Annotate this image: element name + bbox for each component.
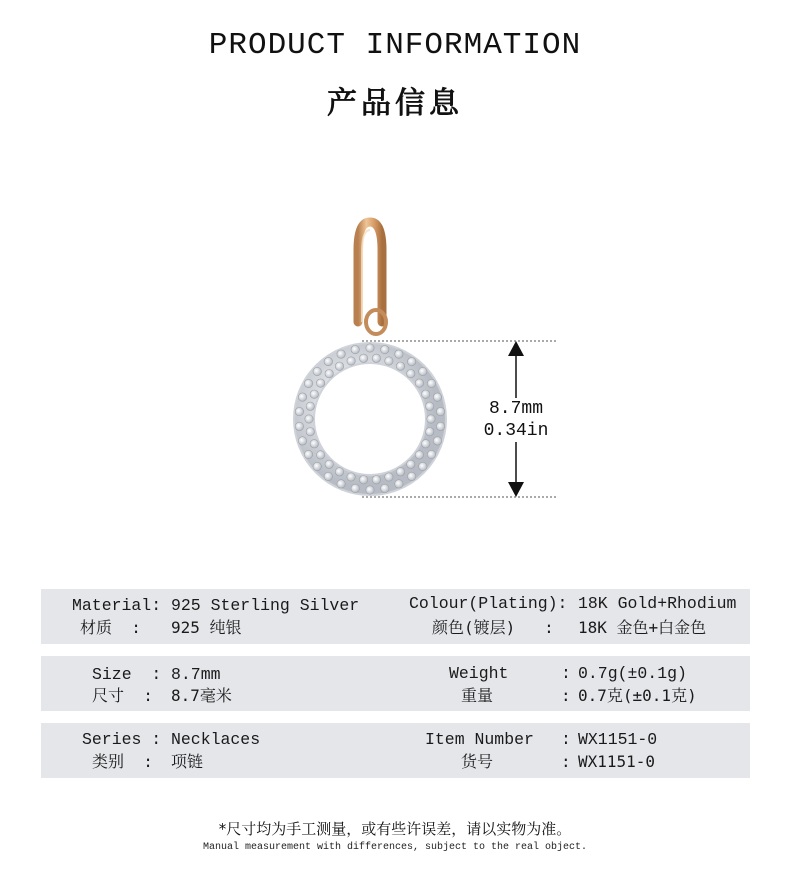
pave-stone — [335, 468, 343, 476]
series-label-cn: 类别 : — [92, 752, 153, 771]
item-number-label-cn: 货号 — [461, 752, 494, 771]
pave-stone — [415, 451, 423, 459]
pave-stone — [408, 357, 416, 365]
colour-label: Colour(Plating): — [409, 594, 568, 613]
weight-value: 0.7g(±0.1g) — [578, 664, 687, 683]
pave-stone — [433, 437, 441, 445]
pave-stone — [366, 486, 374, 494]
pave-stone — [335, 362, 343, 370]
material-value: 925 Sterling Silver — [171, 596, 360, 615]
pave-stone — [426, 402, 434, 410]
dimension-mm: 8.7mm — [476, 398, 556, 420]
pave-stone — [427, 379, 435, 387]
pave-stone — [295, 407, 303, 415]
pave-stone — [385, 473, 393, 481]
item-number-value: WX1151-0 — [578, 730, 658, 749]
pave-stone — [347, 473, 355, 481]
pave-stone — [324, 472, 332, 480]
pave-stone — [298, 393, 306, 401]
pave-stone — [395, 480, 403, 488]
pave-stone — [372, 354, 380, 362]
colour-label-cn: 颜色(镀层) : — [432, 618, 554, 637]
weight-colon-cn: : — [561, 686, 571, 705]
pave-stone — [427, 415, 435, 423]
pave-stone — [304, 379, 312, 387]
pave-stone — [325, 370, 333, 378]
pave-stone — [298, 437, 306, 445]
pave-stone — [295, 422, 303, 430]
pave-stone — [310, 440, 318, 448]
material-label: Material: — [72, 596, 162, 615]
size-value-cn: 8.7毫米 — [171, 686, 232, 705]
item-number-colon: : — [561, 730, 571, 749]
pave-stone — [408, 472, 416, 480]
weight-colon: : — [561, 664, 571, 683]
size-label-cn: 尺寸 : — [92, 686, 153, 705]
material-label-cn: 材质 : — [80, 618, 141, 637]
pave-stone — [385, 357, 393, 365]
spec-row-series — [41, 723, 750, 778]
pave-stone — [324, 357, 332, 365]
weight-label: Weight — [449, 664, 509, 683]
pave-stone — [372, 476, 380, 484]
page-title-en: PRODUCT INFORMATION — [208, 28, 582, 63]
spec-row-size — [41, 656, 750, 711]
material-value-cn: 925 纯银 — [171, 618, 242, 637]
dimension-inch: 0.34in — [476, 420, 556, 442]
arrow-down-icon — [508, 482, 524, 497]
pave-stone — [427, 450, 435, 458]
page-title-cn: 产品信息 — [327, 86, 463, 121]
pave-stone — [316, 451, 324, 459]
pave-stone — [351, 345, 359, 353]
pave-stone — [366, 344, 374, 352]
pave-stone — [396, 468, 404, 476]
pave-stone — [436, 422, 444, 430]
pave-stone — [325, 460, 333, 468]
pave-stone — [337, 350, 345, 358]
pave-stone — [310, 390, 318, 398]
arrow-up-icon — [508, 341, 524, 356]
pave-stone — [306, 428, 314, 436]
series-value-cn: 项链 — [171, 752, 204, 771]
size-label: Size : — [92, 665, 162, 684]
pave-stone — [426, 428, 434, 436]
series-label: Series : — [82, 730, 162, 749]
item-number-value-cn: WX1151-0 — [578, 752, 656, 771]
pave-stone — [396, 362, 404, 370]
pave-stone — [407, 370, 415, 378]
item-number-colon-cn: : — [561, 752, 571, 771]
pave-stone — [359, 476, 367, 484]
pave-stone — [395, 350, 403, 358]
pave-stone — [359, 354, 367, 362]
spec-row-material — [41, 589, 750, 644]
pave-stone — [407, 460, 415, 468]
weight-value-cn: 0.7克(±0.1克) — [578, 686, 697, 705]
pave-stone — [419, 367, 427, 375]
pave-stone — [337, 480, 345, 488]
pave-stone — [304, 450, 312, 458]
item-number-label: Item Number — [425, 730, 534, 749]
pave-stone — [305, 415, 313, 423]
pave-stone — [436, 407, 444, 415]
pave-stone — [422, 440, 430, 448]
pave-stone — [415, 379, 423, 387]
pave-stone — [306, 402, 314, 410]
series-value: Necklaces — [171, 730, 261, 749]
footnote-en: Manual measurement with differences, subject to the real object. — [202, 842, 588, 853]
pave-stone — [433, 393, 441, 401]
colour-value-cn: 18K 金色+白金色 — [578, 618, 707, 637]
pave-stone — [316, 379, 324, 387]
pave-stone — [351, 484, 359, 492]
pave-stone — [381, 345, 389, 353]
pave-stone — [381, 484, 389, 492]
size-value: 8.7mm — [171, 665, 221, 684]
pave-stone — [313, 462, 321, 470]
weight-label-cn: 重量 — [461, 686, 494, 705]
footnote-cn: *尺寸均为手工测量，或有些许误差，请以实物为准。 — [218, 820, 572, 838]
pave-stone — [347, 357, 355, 365]
pave-stone — [422, 390, 430, 398]
colour-value: 18K Gold+Rhodium — [578, 594, 737, 613]
pave-stone — [313, 367, 321, 375]
pave-stone — [419, 462, 427, 470]
